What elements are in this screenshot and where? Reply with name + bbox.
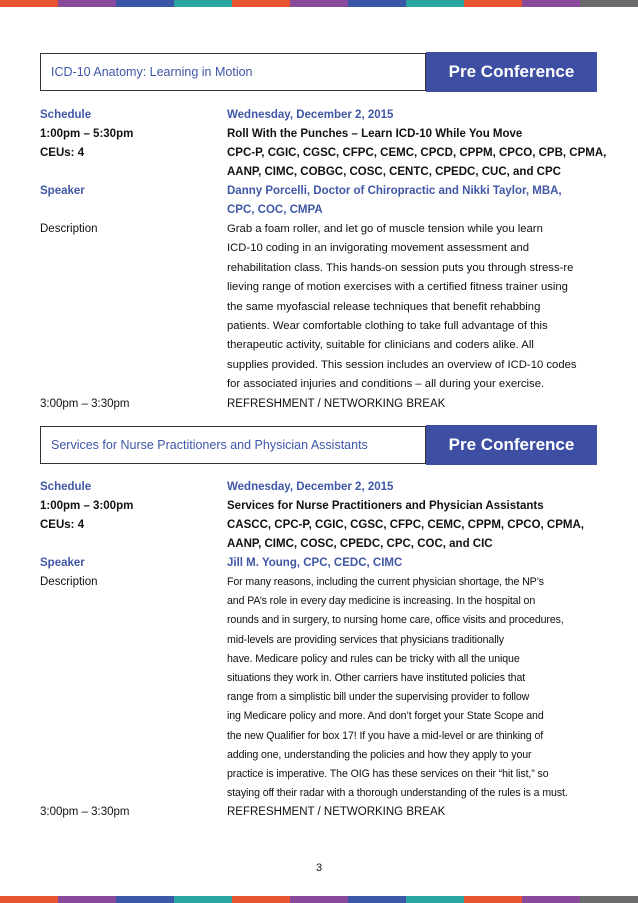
- schedule-row: [40, 106, 597, 125]
- stripe-segment: [174, 896, 232, 903]
- schedule-date: Wednesday, December 2, 2015: [227, 109, 394, 121]
- description-line: mid-levels are providing services that physicians traditionally: [227, 633, 504, 646]
- description-line: lieving range of motion exercises with a certified fitness trainer using: [227, 281, 568, 294]
- stripe-segment: [58, 0, 116, 7]
- description-line: situations they work in. Other carriers have instituted policies that: [227, 672, 526, 685]
- session-banner: [40, 425, 597, 467]
- ceus-line: CASCC, CPC-P, CGIC, CGSC, CFPC, CEMC, CPPM, CPCO, CPMA,: [227, 519, 584, 531]
- description-line: range from a simplistic bill under the supervising provider to follow: [227, 691, 530, 704]
- stripe-segment: [232, 896, 290, 903]
- description-line: patients. Wear comfortable clothing to take full advantage of this: [227, 320, 548, 333]
- session-section-2: [40, 425, 597, 822]
- session-time: 1:00pm – 3:00pm: [40, 500, 134, 512]
- stripe-segment: [116, 0, 174, 7]
- description-line: have. Medicare policy and rules can be tricky with all the unique: [227, 652, 520, 665]
- description-line: practice is imperative. The OIG has these services on their “hit list,” so: [227, 768, 549, 781]
- description-line: ing Medicare policy and more. And don’t forget your State Scope and: [227, 710, 544, 723]
- ceus-label: CEUs: 4: [40, 147, 85, 159]
- pre-conference-tag: Pre Conference: [426, 425, 597, 465]
- description-row: [40, 573, 597, 803]
- speaker-line: Danny Porcelli, Doctor of Chiropractic and Nikki Taylor, MBA,: [227, 185, 562, 197]
- description-line: therapeutic activity, suitable for clinicians and coders alike. All: [227, 339, 534, 352]
- stripe-segment: [174, 0, 232, 7]
- speaker-line: CPC, COC, CMPA: [227, 204, 323, 216]
- description-row: [40, 220, 597, 395]
- session-time: 1:00pm – 5:30pm: [40, 128, 134, 140]
- stripe-segment: [406, 896, 464, 903]
- description-label: Description: [40, 576, 98, 588]
- description-label: Description: [40, 223, 98, 235]
- top-color-stripe: [0, 0, 638, 7]
- stripe-segment: [0, 896, 58, 903]
- session-track-title: Services for Nurse Practitioners and Physician Assistants: [51, 438, 368, 452]
- stripe-segment: [290, 0, 348, 7]
- break-row: [40, 395, 597, 414]
- description-line: Grab a foam roller, and let go of muscle tension while you learn: [227, 223, 543, 235]
- stripe-segment: [580, 0, 638, 7]
- stripe-segment: [348, 896, 406, 903]
- description-line: supplies provided. This session includes an overview of ICD-10 codes: [227, 358, 577, 371]
- speaker-label: Speaker: [40, 185, 85, 197]
- ceus-line: AANP, CIMC, COSC, CPEDC, CPC, COC, and CIC: [227, 538, 493, 550]
- schedule-row: [40, 478, 597, 497]
- stripe-segment: [348, 0, 406, 7]
- description-line: staying off their radar with a thorough understanding of the rules is a must.: [227, 787, 568, 800]
- stripe-segment: [58, 896, 116, 903]
- stripe-segment: [232, 0, 290, 7]
- description-line: adding one, understanding the policies and how they apply to your: [227, 748, 532, 761]
- speaker-label: Speaker: [40, 557, 85, 569]
- page-number: 3: [315, 862, 323, 874]
- stripe-segment: [0, 0, 58, 7]
- ceus-line: AANP, CIMC, COBGC, COSC, CENTC, CPEDC, CUC, and CPC: [227, 166, 561, 178]
- description-line: rounds and in surgery, to nursing home care, office visits and procedures,: [227, 614, 564, 627]
- stripe-segment: [406, 0, 464, 7]
- speaker-line: Jill M. Young, CPC, CEDC, CIMC: [227, 557, 403, 569]
- session-banner: [40, 52, 597, 94]
- stripe-segment: [116, 896, 174, 903]
- break-label: REFRESHMENT / NETWORKING BREAK: [227, 806, 446, 819]
- session-title-box: [40, 426, 426, 464]
- break-row: [40, 803, 597, 822]
- description-line: the new Qualifier for box 17! If you have a mid-level or are thinking of: [227, 729, 544, 742]
- break-label: REFRESHMENT / NETWORKING BREAK: [227, 397, 446, 410]
- pre-conference-tag: Pre Conference: [426, 52, 597, 92]
- stripe-segment: [522, 896, 580, 903]
- ceus-line: CPC-P, CGIC, CGSC, CFPC, CEMC, CPCD, CPPM, CPCO, CPB, CPMA,: [227, 147, 607, 159]
- stripe-segment: [522, 0, 580, 7]
- description-line: for associated injuries and conditions – all during your exercise.: [227, 378, 545, 391]
- description-line: rehabilitation class. This hands-on session puts you through stress-re: [227, 261, 574, 274]
- schedule-label: Schedule: [40, 481, 92, 493]
- ceus-label: CEUs: 4: [40, 519, 85, 531]
- time-row: [40, 497, 597, 516]
- speaker-row: [40, 554, 597, 573]
- break-time: 3:00pm – 3:30pm: [40, 397, 130, 410]
- ceus-row: [40, 144, 607, 182]
- stripe-segment: [464, 0, 522, 7]
- session-track-title: ICD-10 Anatomy: Learning in Motion: [51, 65, 253, 79]
- ceus-row: [40, 516, 597, 554]
- stripe-segment: [464, 896, 522, 903]
- session-title-box: [40, 53, 426, 91]
- session-section-1: [40, 52, 607, 414]
- description-line: For many reasons, including the current physician shortage, the NP’s: [227, 576, 544, 588]
- stripe-segment: [580, 896, 638, 903]
- session-title: Roll With the Punches – Learn ICD-10 While You Move: [227, 128, 523, 140]
- description-line: the same myofascial release techniques that benefit rehabbing: [227, 300, 541, 313]
- time-row: [40, 125, 597, 144]
- schedule-date: Wednesday, December 2, 2015: [227, 481, 394, 493]
- schedule-label: Schedule: [40, 109, 92, 121]
- description-line: and PA’s role in every day medicine is increasing. In the hospital on: [227, 595, 536, 608]
- speaker-row: [40, 182, 597, 220]
- description-line: ICD-10 coding in an invigorating movement assessment and: [227, 242, 530, 255]
- bottom-color-stripe: [0, 896, 638, 903]
- stripe-segment: [290, 896, 348, 903]
- break-time: 3:00pm – 3:30pm: [40, 806, 130, 819]
- session-title: Services for Nurse Practitioners and Physician Assistants: [227, 500, 544, 512]
